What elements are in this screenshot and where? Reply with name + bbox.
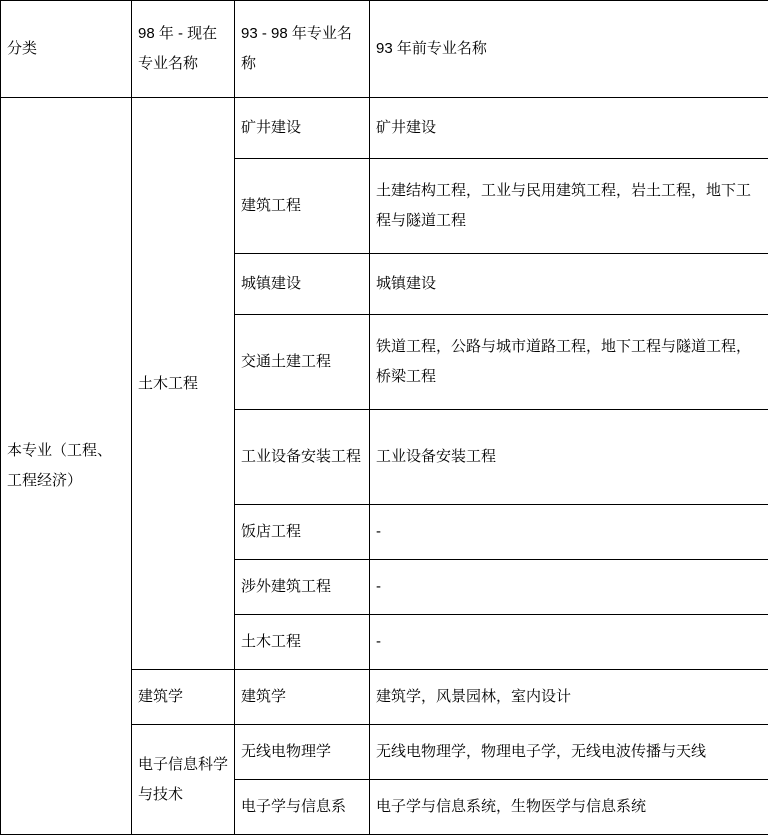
old-major-cell: 铁道工程，公路与城市道路工程，地下工程与隧道工程，桥梁工程: [370, 315, 768, 410]
mid-major-cell: 建筑学: [235, 670, 370, 725]
old-major-cell: -: [370, 505, 768, 560]
header-cell-category: 分类: [1, 1, 132, 98]
current-major-cell-architecture: 建筑学: [132, 670, 235, 725]
old-major-cell: -: [370, 560, 768, 615]
mid-major-cell: 涉外建筑工程: [235, 560, 370, 615]
current-major-cell-civil: 土木工程: [132, 98, 235, 670]
table-row: [1, 98, 768, 159]
mid-major-cell: 交通土建工程: [235, 315, 370, 410]
table-header-row: [1, 1, 768, 98]
header-cell-old-major: 93 年前专业名称: [370, 1, 768, 98]
old-major-cell: 城镇建设: [370, 254, 768, 315]
header-cell-current-major: 98 年 - 现在专业名称: [132, 1, 235, 98]
mid-major-cell: 建筑工程: [235, 159, 370, 254]
mid-major-cell: 城镇建设: [235, 254, 370, 315]
old-major-cell: 建筑学，风景园林，室内设计: [370, 670, 768, 725]
mid-major-cell: 无线电物理学: [235, 725, 370, 780]
mid-major-cell: 工业设备安装工程: [235, 410, 370, 505]
old-major-cell: 矿井建设: [370, 98, 768, 159]
mid-major-cell: 电子学与信息系: [235, 780, 370, 835]
category-cell: 本专业（工程、工程经济）: [1, 98, 132, 835]
old-major-cell: -: [370, 615, 768, 670]
old-major-cell: 工业设备安装工程: [370, 410, 768, 505]
old-major-cell: 电子学与信息系统，生物医学与信息系统: [370, 780, 768, 835]
header-cell-mid-major: 93 - 98 年专业名称: [235, 1, 370, 98]
old-major-cell: 无线电物理学，物理电子学，无线电波传播与天线: [370, 725, 768, 780]
old-major-cell: 土建结构工程，工业与民用建筑工程，岩土工程，地下工程与隧道工程: [370, 159, 768, 254]
current-major-cell-electronics: 电子信息科学与技术: [132, 725, 235, 835]
mid-major-cell: 矿井建设: [235, 98, 370, 159]
mid-major-cell: 土木工程: [235, 615, 370, 670]
mid-major-cell: 饭店工程: [235, 505, 370, 560]
